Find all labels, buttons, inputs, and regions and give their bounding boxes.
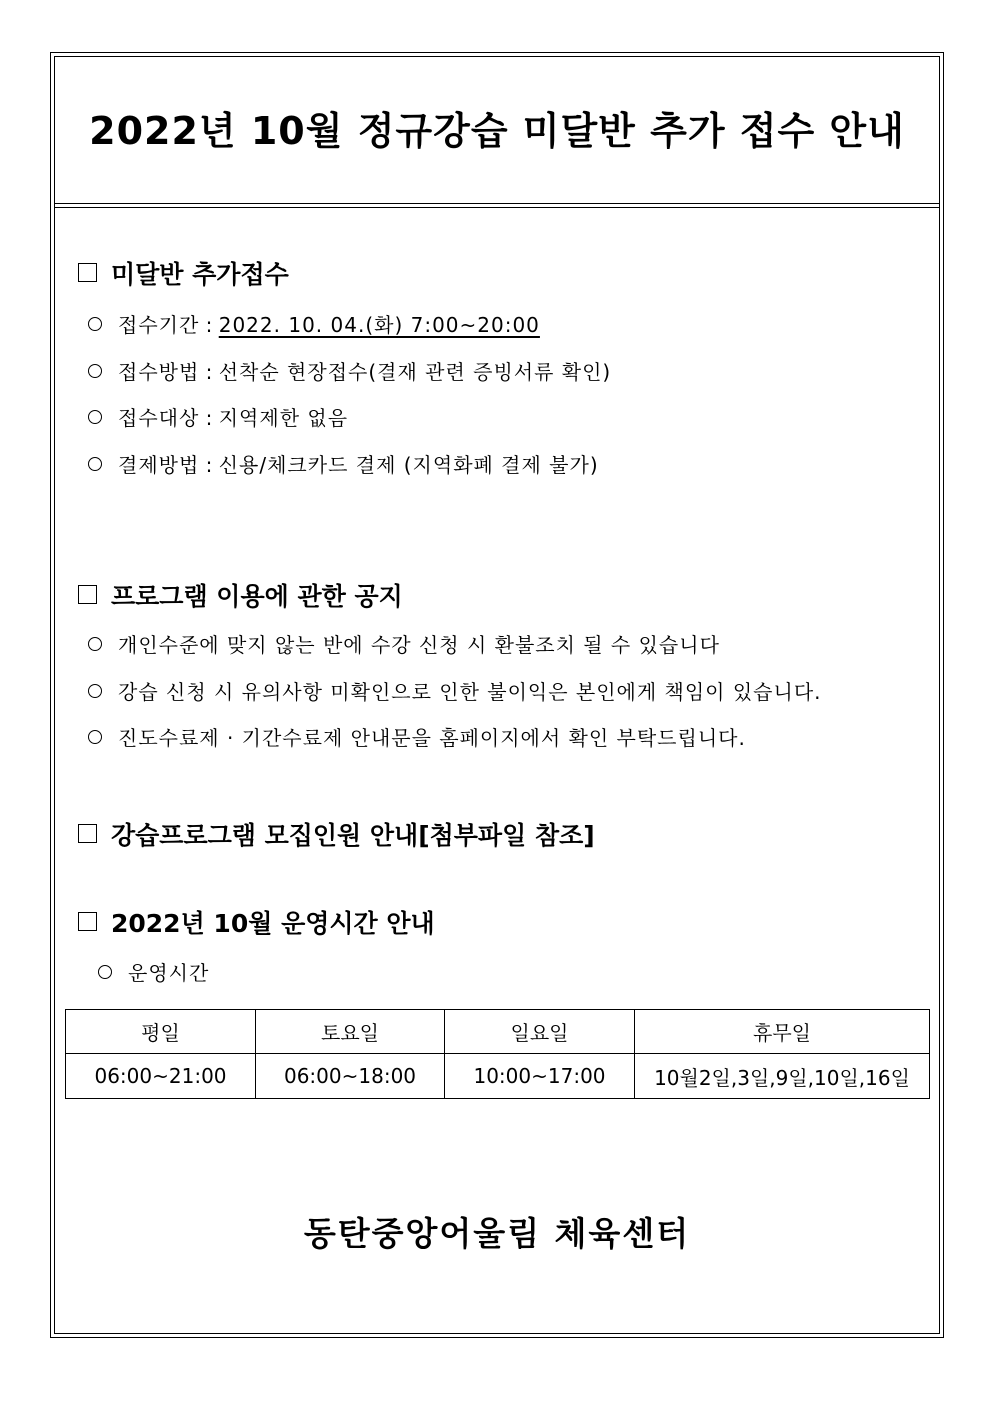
- section-heading-recruitment: [78, 816, 595, 852]
- item-label: 접수방법: [118, 360, 200, 384]
- item-text: 진도수료제 · 기간수료제 안내문을 홈페이지에서 확인 부탁드립니다.: [118, 726, 746, 750]
- item-value: 지역제한 없음: [218, 406, 349, 430]
- circle-bullet-icon: [88, 684, 102, 698]
- list-item-notice: [88, 722, 746, 751]
- list-item-notice: [88, 629, 720, 658]
- list-item-payment: [88, 449, 599, 478]
- item-value: 신용/체크카드 결제 (지역화폐 결제 불가): [218, 453, 599, 477]
- list-item-operating-hours: [98, 957, 209, 986]
- item-separator: :: [199, 313, 219, 337]
- circle-bullet-icon: [98, 965, 112, 979]
- circle-bullet-icon: [88, 637, 102, 651]
- table-header-row: [66, 1010, 930, 1054]
- table-row: [66, 1054, 930, 1099]
- operating-hours-table: [65, 1009, 930, 1099]
- list-item-notice: [88, 676, 822, 705]
- item-label: 접수대상: [118, 406, 200, 430]
- item-text: 강습 신청 시 유의사항 미확인으로 인한 불이익은 본인에게 책임이 있습니다.: [118, 680, 822, 704]
- square-bullet-icon: [78, 912, 97, 931]
- circle-bullet-icon: [88, 317, 102, 331]
- organization-name: 동탄중앙어울림 체육센터: [303, 1214, 691, 1253]
- table-cell-closed-days: 10월2일,3일,9일,10일,16일: [635, 1054, 930, 1099]
- table-header-closed-days: 휴무일: [635, 1010, 930, 1054]
- item-separator: :: [199, 453, 219, 477]
- square-bullet-icon: [78, 263, 97, 282]
- title-divider: [54, 203, 940, 204]
- circle-bullet-icon: [88, 410, 102, 424]
- item-label: 접수기간: [118, 313, 200, 337]
- section-heading-text: 미달반 추가접수: [111, 260, 289, 289]
- square-bullet-icon: [78, 585, 97, 604]
- table-cell-sunday-hours: 10:00~17:00: [445, 1054, 635, 1099]
- circle-bullet-icon: [88, 730, 102, 744]
- document-title: 2022년 10월 정규강습 미달반 추가 접수 안내: [89, 109, 905, 153]
- section-heading-text: 프로그램 이용에 관한 공지: [111, 582, 403, 611]
- section-heading-operating-hours: [78, 904, 435, 940]
- item-separator: :: [199, 360, 219, 384]
- list-item-target: [88, 402, 348, 431]
- table-header-weekday: 평일: [66, 1010, 256, 1054]
- item-label: 결제방법: [118, 453, 200, 477]
- item-value: 선착순 현장접수(결재 관련 증빙서류 확인): [218, 360, 612, 384]
- list-item-method: [88, 356, 611, 385]
- item-text: 운영시간: [128, 961, 210, 985]
- section-heading-additional-registration: [78, 255, 289, 291]
- table-header-saturday: 토요일: [256, 1010, 445, 1054]
- circle-bullet-icon: [88, 364, 102, 378]
- list-item-period: [88, 309, 540, 338]
- item-text: 개인수준에 맞지 않는 반에 수강 신청 시 환불조치 될 수 있습니다: [118, 633, 720, 657]
- square-bullet-icon: [78, 824, 97, 843]
- section-heading-program-notice: [78, 577, 403, 613]
- item-value: 2022. 10. 04.(화) 7:00~20:00: [218, 313, 540, 337]
- circle-bullet-icon: [88, 457, 102, 471]
- table-header-sunday: 일요일: [445, 1010, 635, 1054]
- table-cell-saturday-hours: 06:00~18:00: [256, 1054, 445, 1099]
- title-divider-inner: [54, 207, 940, 208]
- item-separator: :: [199, 406, 219, 430]
- table-cell-weekday-hours: 06:00~21:00: [66, 1054, 256, 1099]
- section-heading-text: 2022년 10월 운영시간 안내: [111, 909, 435, 938]
- section-heading-text: 강습프로그램 모집인원 안내[첨부파일 참조]: [111, 821, 595, 850]
